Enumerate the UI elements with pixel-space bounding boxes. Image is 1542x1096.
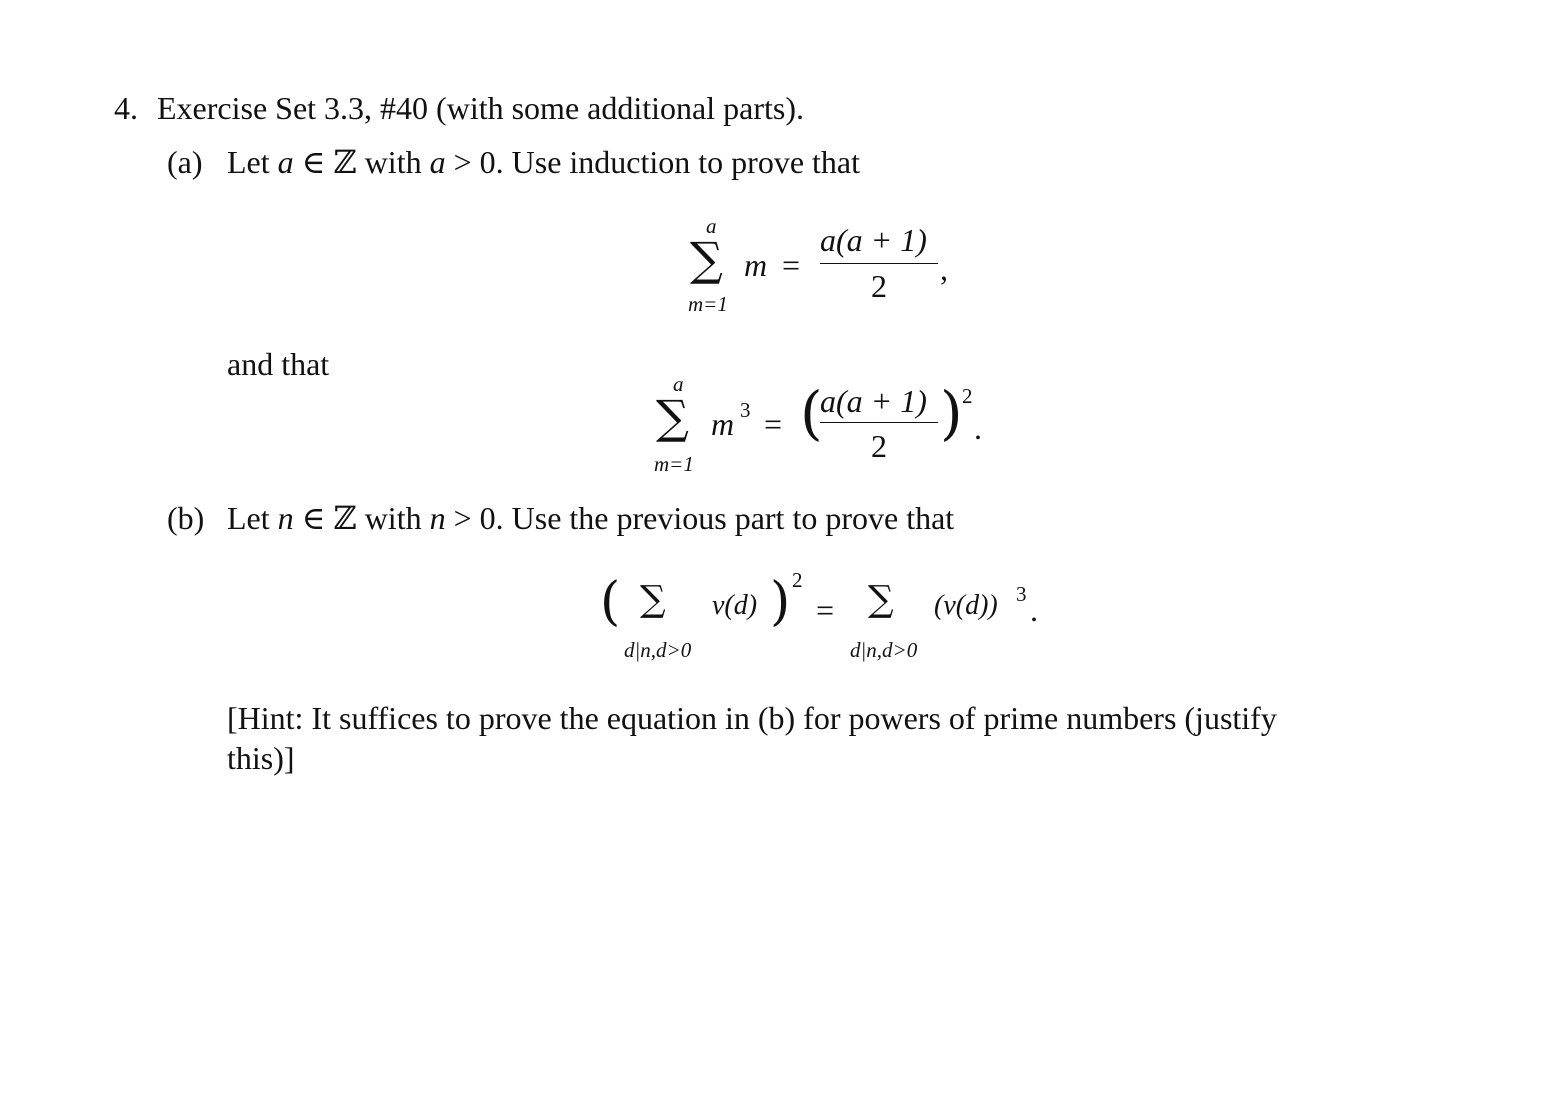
eq3-equals: = bbox=[816, 592, 835, 628]
eq1-fraction-bar bbox=[820, 263, 938, 264]
eq3-right-paren: ) bbox=[770, 572, 791, 632]
hint-line-2: this)] bbox=[227, 740, 295, 776]
eq2-outer-exp: 2 bbox=[962, 384, 973, 408]
eq3-rhs-sigma: ∑ bbox=[868, 579, 894, 620]
problem-number: 4. bbox=[114, 90, 138, 126]
part-b-tail: Use the previous part to prove that bbox=[511, 500, 955, 536]
part-b-statement bbox=[227, 502, 954, 534]
eq3-rhs-subscript: d|n,d>0 bbox=[850, 638, 918, 662]
part-b-label: (b) bbox=[167, 500, 205, 536]
eq1-denominator: 2 bbox=[871, 268, 887, 304]
eq2-upper-limit: a bbox=[673, 372, 684, 396]
eq2-summand-exp: 3 bbox=[740, 398, 751, 422]
eq2-right-paren: ) bbox=[940, 379, 963, 447]
part-b-var-2: n bbox=[429, 500, 446, 536]
eq1-upper-limit: a bbox=[706, 214, 717, 238]
eq2-numerator: a(a + 1) bbox=[820, 383, 927, 419]
part-a-in-z: ∈ ℤ bbox=[301, 144, 357, 180]
eq1-comma: , bbox=[940, 251, 948, 287]
eq3-period: . bbox=[1030, 592, 1038, 628]
part-b-in-z: ∈ ℤ bbox=[301, 500, 357, 536]
eq3-rhs-exp: 3 bbox=[1016, 582, 1027, 606]
eq2-period: . bbox=[974, 410, 982, 446]
part-a-let: Let bbox=[227, 144, 270, 180]
eq1-numerator: a(a + 1) bbox=[820, 222, 927, 258]
part-b-let: Let bbox=[227, 500, 270, 536]
eq1-lower-limit: m=1 bbox=[688, 292, 728, 316]
eq2-equals: = bbox=[764, 406, 783, 442]
part-a-statement bbox=[227, 146, 860, 178]
eq3-lhs-exp: 2 bbox=[792, 568, 803, 592]
problem-title: Exercise Set 3.3, #40 (with some additional parts). bbox=[157, 90, 804, 126]
eq2-sigma: ∑ bbox=[656, 390, 689, 444]
eq2-fraction-bar bbox=[820, 422, 938, 423]
part-b-var: n bbox=[277, 500, 294, 536]
eq2-left-paren: ( bbox=[800, 379, 823, 447]
connector-and-that: and that bbox=[227, 346, 330, 382]
eq3-left-paren: ( bbox=[600, 572, 621, 632]
part-b-with: with bbox=[364, 500, 422, 536]
eq2-summand: m bbox=[711, 406, 735, 442]
part-a-var: a bbox=[277, 144, 294, 180]
part-b-condition: > 0. bbox=[453, 500, 504, 536]
eq1-summand: m bbox=[744, 247, 768, 283]
eq2-lower-limit: m=1 bbox=[654, 452, 694, 476]
eq1-equals: = bbox=[782, 247, 801, 283]
eq1-sigma: ∑ bbox=[690, 232, 723, 286]
part-a-with: with bbox=[364, 144, 422, 180]
hint-line-1: [Hint: It suffices to prove the equation in (b) for powers of prime numbers (justify bbox=[227, 700, 1277, 736]
eq2-denominator: 2 bbox=[871, 428, 887, 464]
eq3-rhs-summand: (v(d)) bbox=[934, 590, 998, 621]
eq3-lhs-subscript: d|n,d>0 bbox=[624, 638, 692, 662]
part-a-var-2: a bbox=[429, 144, 446, 180]
part-a-condition: > 0. bbox=[453, 144, 504, 180]
eq3-lhs-summand: v(d) bbox=[712, 590, 758, 621]
eq3-lhs-sigma: ∑ bbox=[640, 579, 666, 620]
part-a-tail: Use induction to prove that bbox=[511, 144, 860, 180]
part-a-label: (a) bbox=[167, 144, 203, 180]
